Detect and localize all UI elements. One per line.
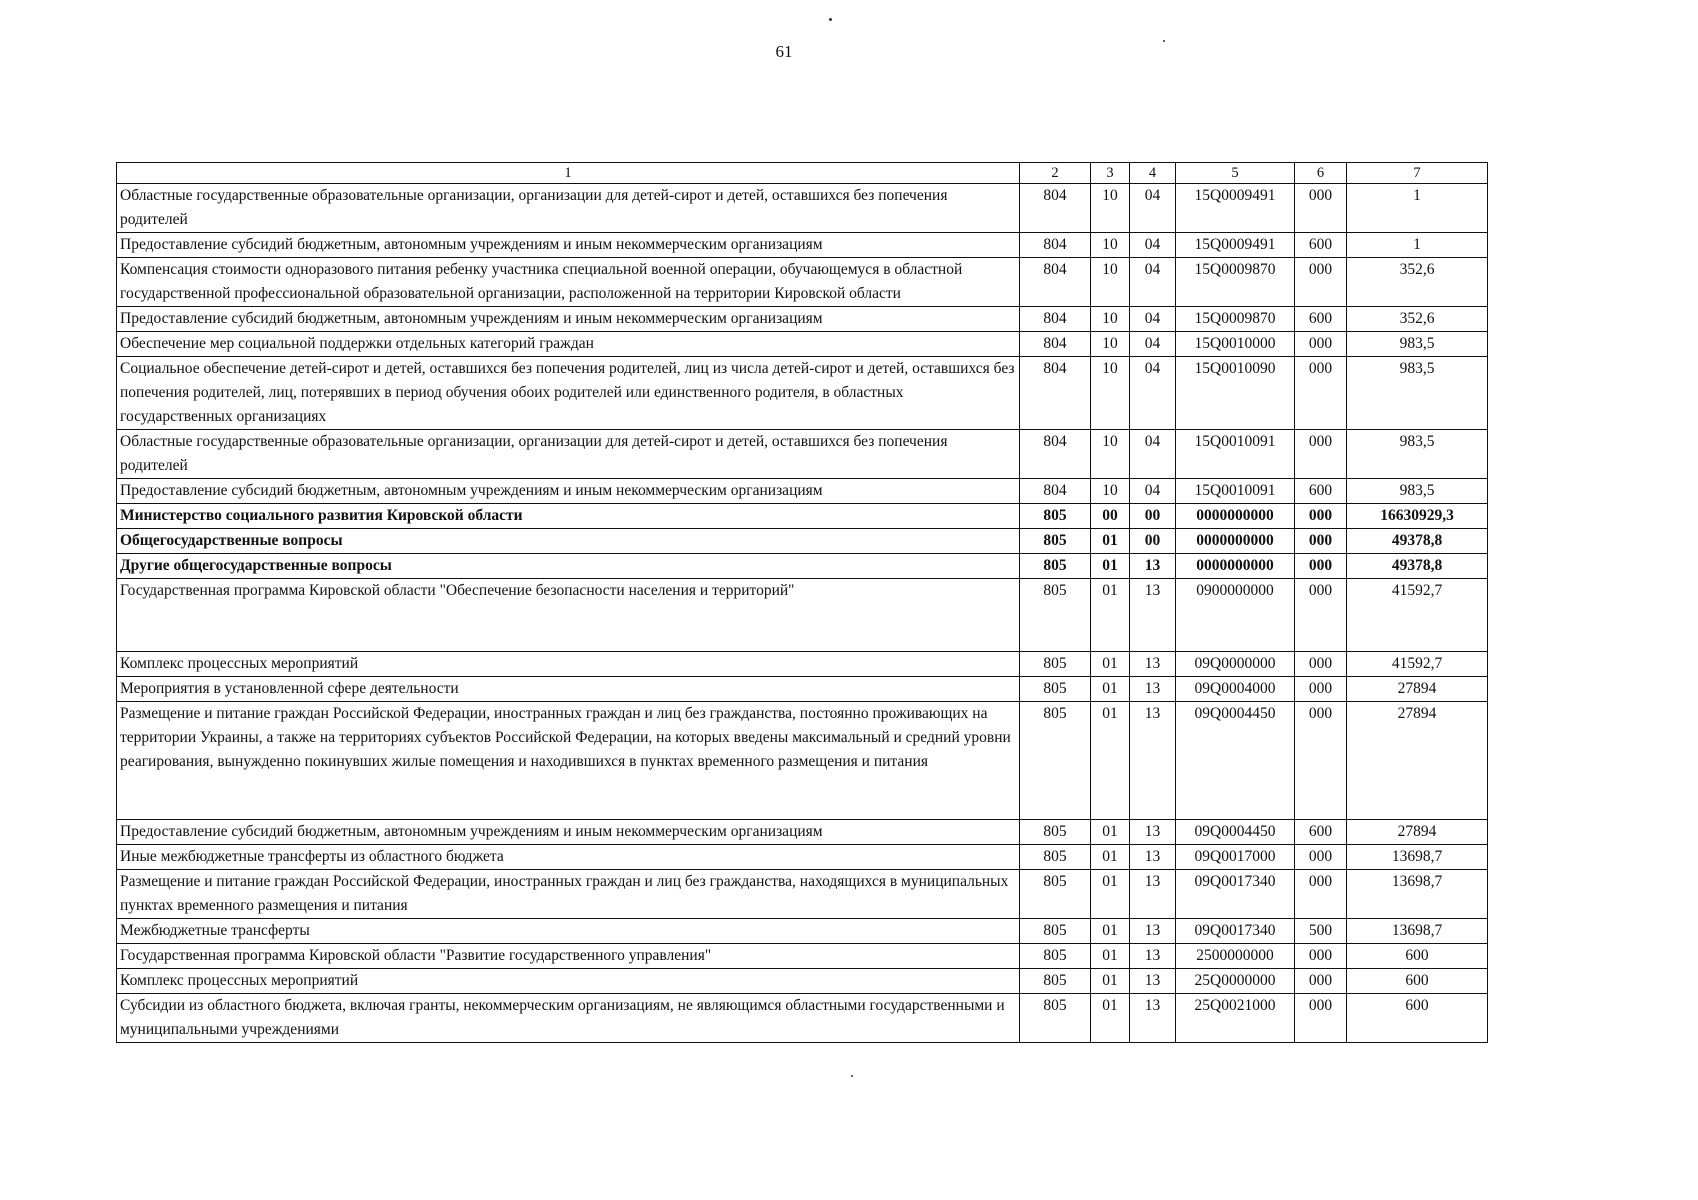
item-name-cell: Размещение и питание граждан Российской Федерации, иностранных граждан и лиц без гражданства, постоянно проживающих на территории Украины, а также на территориях субъектов Российской Федерации, на которых введены максимальный и средний уровни реагирования, вынужденно покинувших жилые помещения и находившихся в пунктах временного размещения и питания (117, 702, 1020, 820)
table-row (117, 554, 1488, 579)
amount-cell: 983,5 (1347, 430, 1488, 479)
table-row (117, 870, 1488, 919)
table-row (117, 258, 1488, 307)
header-cell: 1 (117, 163, 1020, 184)
amount-cell: 41592,7 (1347, 579, 1488, 652)
code-2-cell: 805 (1020, 994, 1091, 1043)
code-5-cell: 15Q0010000 (1176, 332, 1295, 357)
amount-cell: 352,6 (1347, 258, 1488, 307)
code-5-cell: 15Q0010091 (1176, 479, 1295, 504)
item-name-cell: Другие общегосударственные вопросы (117, 554, 1020, 579)
item-name-cell: Социальное обеспечение детей-сирот и детей, оставшихся без попечения родителей, лиц из числа детей-сирот и детей, оставшихся без попечения родителей, лиц, потерявших в период обучения обоих родителей или единственного родителя, в областных государственных организациях (117, 357, 1020, 430)
code-4-cell: 13 (1130, 845, 1176, 870)
table-row (117, 919, 1488, 944)
code-4-cell: 13 (1130, 919, 1176, 944)
code-3-cell: 01 (1091, 554, 1130, 579)
code-5-cell: 15Q0009870 (1176, 258, 1295, 307)
code-2-cell: 804 (1020, 184, 1091, 233)
table-row (117, 845, 1488, 870)
item-name-cell: Обеспечение мер социальной поддержки отдельных категорий граждан (117, 332, 1020, 357)
code-6-cell: 600 (1295, 820, 1347, 845)
code-5-cell: 15Q0010091 (1176, 430, 1295, 479)
amount-cell: 600 (1347, 994, 1488, 1043)
code-5-cell: 25Q0000000 (1176, 969, 1295, 994)
amount-cell: 16630929,3 (1347, 504, 1488, 529)
code-6-cell: 000 (1295, 430, 1347, 479)
code-6-cell: 000 (1295, 994, 1347, 1043)
code-2-cell: 804 (1020, 233, 1091, 258)
amount-cell: 983,5 (1347, 357, 1488, 430)
item-name-cell: Иные межбюджетные трансферты из областного бюджета (117, 845, 1020, 870)
code-6-cell: 000 (1295, 677, 1347, 702)
amount-cell: 49378,8 (1347, 554, 1488, 579)
code-4-cell: 04 (1130, 332, 1176, 357)
code-5-cell: 09Q0017340 (1176, 919, 1295, 944)
amount-cell: 13698,7 (1347, 845, 1488, 870)
table-row (117, 702, 1488, 820)
code-2-cell: 805 (1020, 870, 1091, 919)
code-3-cell: 01 (1091, 845, 1130, 870)
table-row (117, 332, 1488, 357)
item-name-cell: Предоставление субсидий бюджетным, автономным учреждениям и иным некоммерческим организациям (117, 307, 1020, 332)
code-6-cell: 500 (1295, 919, 1347, 944)
item-name-cell: Областные государственные образовательные организации, организации для детей-сирот и детей, оставшихся без попечения родителей (117, 184, 1020, 233)
header-cell: 4 (1130, 163, 1176, 184)
code-5-cell: 09Q0004000 (1176, 677, 1295, 702)
code-4-cell: 04 (1130, 258, 1176, 307)
item-name-cell: Государственная программа Кировской области "Развитие государственного управления" (117, 944, 1020, 969)
table-row (117, 357, 1488, 430)
amount-cell: 13698,7 (1347, 919, 1488, 944)
code-6-cell: 000 (1295, 332, 1347, 357)
code-3-cell: 01 (1091, 820, 1130, 845)
code-2-cell: 805 (1020, 919, 1091, 944)
page-number: 61 (775, 42, 793, 61)
code-2-cell: 805 (1020, 969, 1091, 994)
amount-cell: 49378,8 (1347, 529, 1488, 554)
code-6-cell: 000 (1295, 870, 1347, 919)
code-4-cell: 13 (1130, 554, 1176, 579)
code-6-cell: 000 (1295, 554, 1347, 579)
scan-speck (1163, 40, 1165, 42)
code-4-cell: 13 (1130, 820, 1176, 845)
table-row (117, 677, 1488, 702)
code-3-cell: 10 (1091, 357, 1130, 430)
code-3-cell: 01 (1091, 579, 1130, 652)
table-row (117, 529, 1488, 554)
item-name-cell: Предоставление субсидий бюджетным, автономным учреждениям и иным некоммерческим организациям (117, 233, 1020, 258)
header-cell: 3 (1091, 163, 1130, 184)
item-name-cell: Мероприятия в установленной сфере деятельности (117, 677, 1020, 702)
code-5-cell: 09Q0000000 (1176, 652, 1295, 677)
code-5-cell: 0900000000 (1176, 579, 1295, 652)
table-row (117, 969, 1488, 994)
code-3-cell: 01 (1091, 529, 1130, 554)
code-6-cell: 600 (1295, 307, 1347, 332)
code-5-cell: 09Q0017000 (1176, 845, 1295, 870)
header-row (117, 163, 1488, 184)
table-row (117, 504, 1488, 529)
code-6-cell: 000 (1295, 652, 1347, 677)
code-2-cell: 805 (1020, 579, 1091, 652)
code-2-cell: 804 (1020, 357, 1091, 430)
code-5-cell: 15Q0010090 (1176, 357, 1295, 430)
header-cell: 5 (1176, 163, 1295, 184)
code-6-cell: 000 (1295, 702, 1347, 820)
code-4-cell: 13 (1130, 652, 1176, 677)
code-4-cell: 04 (1130, 184, 1176, 233)
code-5-cell: 0000000000 (1176, 504, 1295, 529)
header-cell: 7 (1347, 163, 1488, 184)
code-2-cell: 805 (1020, 504, 1091, 529)
code-2-cell: 804 (1020, 430, 1091, 479)
code-3-cell: 01 (1091, 919, 1130, 944)
code-5-cell: 0000000000 (1176, 529, 1295, 554)
table-row (117, 652, 1488, 677)
amount-cell: 13698,7 (1347, 870, 1488, 919)
amount-cell: 983,5 (1347, 479, 1488, 504)
code-3-cell: 10 (1091, 184, 1130, 233)
code-6-cell: 000 (1295, 258, 1347, 307)
code-4-cell: 04 (1130, 233, 1176, 258)
item-name-cell: Комплекс процессных мероприятий (117, 969, 1020, 994)
code-6-cell: 000 (1295, 969, 1347, 994)
table-row (117, 944, 1488, 969)
code-4-cell: 13 (1130, 994, 1176, 1043)
budget-table (116, 162, 1488, 1043)
table-row (117, 579, 1488, 652)
code-2-cell: 804 (1020, 479, 1091, 504)
code-3-cell: 10 (1091, 258, 1130, 307)
item-name-cell: Размещение и питание граждан Российской Федерации, иностранных граждан и лиц без гражданства, находящихся в муниципальных пунктах временного размещения и питания (117, 870, 1020, 919)
code-2-cell: 805 (1020, 702, 1091, 820)
item-name-cell: Министерство социального развития Кировской области (117, 504, 1020, 529)
code-4-cell: 13 (1130, 944, 1176, 969)
item-name-cell: Предоставление субсидий бюджетным, автономным учреждениям и иным некоммерческим организациям (117, 820, 1020, 845)
code-5-cell: 2500000000 (1176, 944, 1295, 969)
item-name-cell: Областные государственные образовательные организации, организации для детей-сирот и детей, оставшихся без попечения родителей (117, 430, 1020, 479)
code-2-cell: 805 (1020, 845, 1091, 870)
table-row (117, 233, 1488, 258)
header-cell: 2 (1020, 163, 1091, 184)
code-6-cell: 000 (1295, 357, 1347, 430)
table-row (117, 479, 1488, 504)
code-2-cell: 804 (1020, 307, 1091, 332)
amount-cell: 600 (1347, 969, 1488, 994)
amount-cell: 352,6 (1347, 307, 1488, 332)
amount-cell: 983,5 (1347, 332, 1488, 357)
code-5-cell: 15Q0009491 (1176, 233, 1295, 258)
code-5-cell: 15Q0009870 (1176, 307, 1295, 332)
code-4-cell: 13 (1130, 702, 1176, 820)
code-6-cell: 000 (1295, 184, 1347, 233)
amount-cell: 1 (1347, 184, 1488, 233)
code-3-cell: 10 (1091, 332, 1130, 357)
code-2-cell: 804 (1020, 332, 1091, 357)
code-5-cell: 09Q0004450 (1176, 820, 1295, 845)
code-6-cell: 000 (1295, 944, 1347, 969)
code-2-cell: 805 (1020, 820, 1091, 845)
code-4-cell: 04 (1130, 307, 1176, 332)
item-name-cell: Предоставление субсидий бюджетным, автономным учреждениям и иным некоммерческим организациям (117, 479, 1020, 504)
amount-cell: 41592,7 (1347, 652, 1488, 677)
scan-speck (851, 1075, 853, 1077)
code-3-cell: 01 (1091, 994, 1130, 1043)
code-4-cell: 04 (1130, 430, 1176, 479)
code-4-cell: 13 (1130, 579, 1176, 652)
code-4-cell: 13 (1130, 677, 1176, 702)
code-2-cell: 805 (1020, 554, 1091, 579)
code-5-cell: 15Q0009491 (1176, 184, 1295, 233)
code-6-cell: 600 (1295, 233, 1347, 258)
amount-cell: 27894 (1347, 677, 1488, 702)
code-6-cell: 000 (1295, 579, 1347, 652)
code-3-cell: 01 (1091, 969, 1130, 994)
code-4-cell: 04 (1130, 357, 1176, 430)
code-6-cell: 000 (1295, 845, 1347, 870)
table-row (117, 430, 1488, 479)
code-3-cell: 01 (1091, 870, 1130, 919)
table-row (117, 994, 1488, 1043)
code-4-cell: 13 (1130, 969, 1176, 994)
item-name-cell: Комплекс процессных мероприятий (117, 652, 1020, 677)
code-3-cell: 01 (1091, 944, 1130, 969)
code-3-cell: 10 (1091, 233, 1130, 258)
scan-speck (829, 18, 832, 21)
item-name-cell: Государственная программа Кировской области "Обеспечение безопасности населения и территорий" (117, 579, 1020, 652)
table-body (117, 163, 1488, 1043)
code-4-cell: 00 (1130, 504, 1176, 529)
table-row (117, 820, 1488, 845)
code-3-cell: 10 (1091, 430, 1130, 479)
header-cell: 6 (1295, 163, 1347, 184)
table-row (117, 307, 1488, 332)
code-3-cell: 01 (1091, 652, 1130, 677)
code-3-cell: 10 (1091, 307, 1130, 332)
code-2-cell: 804 (1020, 258, 1091, 307)
item-name-cell: Межбюджетные трансферты (117, 919, 1020, 944)
code-3-cell: 01 (1091, 677, 1130, 702)
item-name-cell: Субсидии из областного бюджета, включая гранты, некоммерческим организациям, не являющимся областными государственными и муниципальными учреждениями (117, 994, 1020, 1043)
code-4-cell: 04 (1130, 479, 1176, 504)
code-2-cell: 805 (1020, 944, 1091, 969)
code-5-cell: 25Q0021000 (1176, 994, 1295, 1043)
item-name-cell: Компенсация стоимости одноразового питания ребенку участника специальной военной операции, обучающемуся в областной государственной профессиональной образовательной организации, расположенной на территории Кировской области (117, 258, 1020, 307)
code-5-cell: 0000000000 (1176, 554, 1295, 579)
amount-cell: 27894 (1347, 820, 1488, 845)
item-name-cell: Общегосударственные вопросы (117, 529, 1020, 554)
code-3-cell: 10 (1091, 479, 1130, 504)
code-6-cell: 000 (1295, 529, 1347, 554)
code-5-cell: 09Q0017340 (1176, 870, 1295, 919)
code-2-cell: 805 (1020, 529, 1091, 554)
table-row (117, 184, 1488, 233)
code-3-cell: 01 (1091, 702, 1130, 820)
code-5-cell: 09Q0004450 (1176, 702, 1295, 820)
code-4-cell: 00 (1130, 529, 1176, 554)
amount-cell: 27894 (1347, 702, 1488, 820)
code-2-cell: 805 (1020, 677, 1091, 702)
amount-cell: 600 (1347, 944, 1488, 969)
code-6-cell: 000 (1295, 504, 1347, 529)
code-3-cell: 00 (1091, 504, 1130, 529)
code-2-cell: 805 (1020, 652, 1091, 677)
code-6-cell: 600 (1295, 479, 1347, 504)
code-4-cell: 13 (1130, 870, 1176, 919)
amount-cell: 1 (1347, 233, 1488, 258)
